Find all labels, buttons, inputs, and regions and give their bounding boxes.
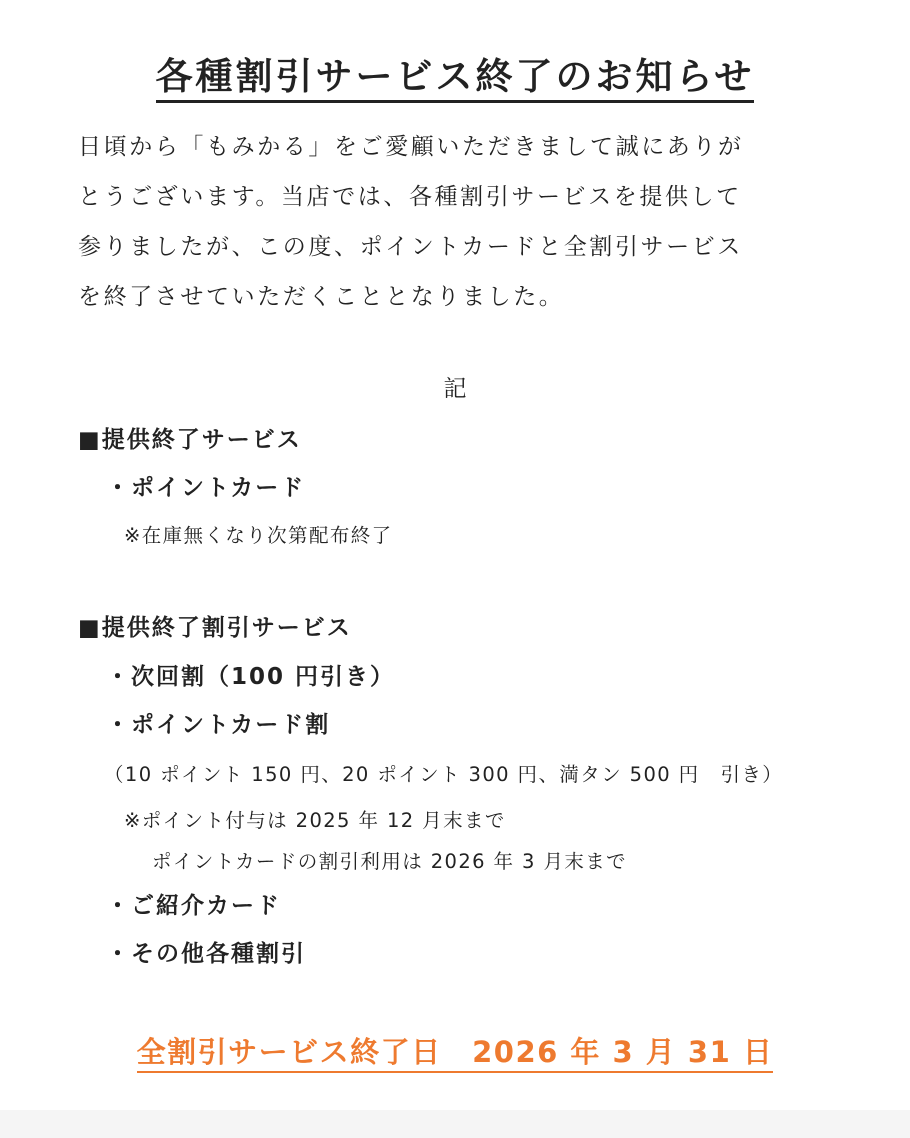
end-date-banner bbox=[0, 1030, 910, 1071]
section-heading-ended-services: ■提供終了サービス bbox=[78, 427, 302, 453]
item-point-card-discount: ・ポイントカード割 bbox=[106, 712, 331, 738]
title-text: 各種割引サービス終了のお知らせ bbox=[156, 55, 755, 103]
intro-line: 日頃から「もみかる」をご愛顧いただきまして誠にありが bbox=[78, 134, 744, 160]
item-point-card: ・ポイントカード bbox=[106, 475, 306, 501]
item-referral-card: ・ご紹介カード bbox=[106, 893, 281, 919]
intro-line: を終了させていただくこととなりました。 bbox=[78, 284, 565, 310]
end-date-text: 全割引サービス終了日 2026 年 3 月 31 日 bbox=[137, 1035, 774, 1073]
point-card-discount-detail: （10 ポイント 150 円、20 ポイント 300 円、満タン 500 円 引き） bbox=[104, 763, 784, 786]
page-title bbox=[0, 52, 910, 102]
note-stock: ※在庫無くなり次第配布終了 bbox=[124, 524, 393, 547]
note-point-grant: ※ポイント付与は 2025 年 12 月末まで bbox=[124, 809, 506, 832]
intro-line: 参りましたが、この度、ポイントカードと全割引サービス bbox=[78, 234, 743, 260]
item-next-visit-discount: ・次回割（100 円引き） bbox=[106, 664, 396, 690]
section-heading-ended-discounts: ■提供終了割引サービス bbox=[78, 615, 352, 641]
intro-line: とうございます。当店では、各種割引サービスを提供して bbox=[78, 184, 742, 210]
note-point-use: ポイントカードの割引利用は 2026 年 3 月末まで bbox=[152, 850, 628, 873]
ki-label: 記 bbox=[443, 376, 467, 402]
item-other-discounts: ・その他各種割引 bbox=[106, 941, 306, 967]
intro-paragraph bbox=[78, 122, 848, 322]
